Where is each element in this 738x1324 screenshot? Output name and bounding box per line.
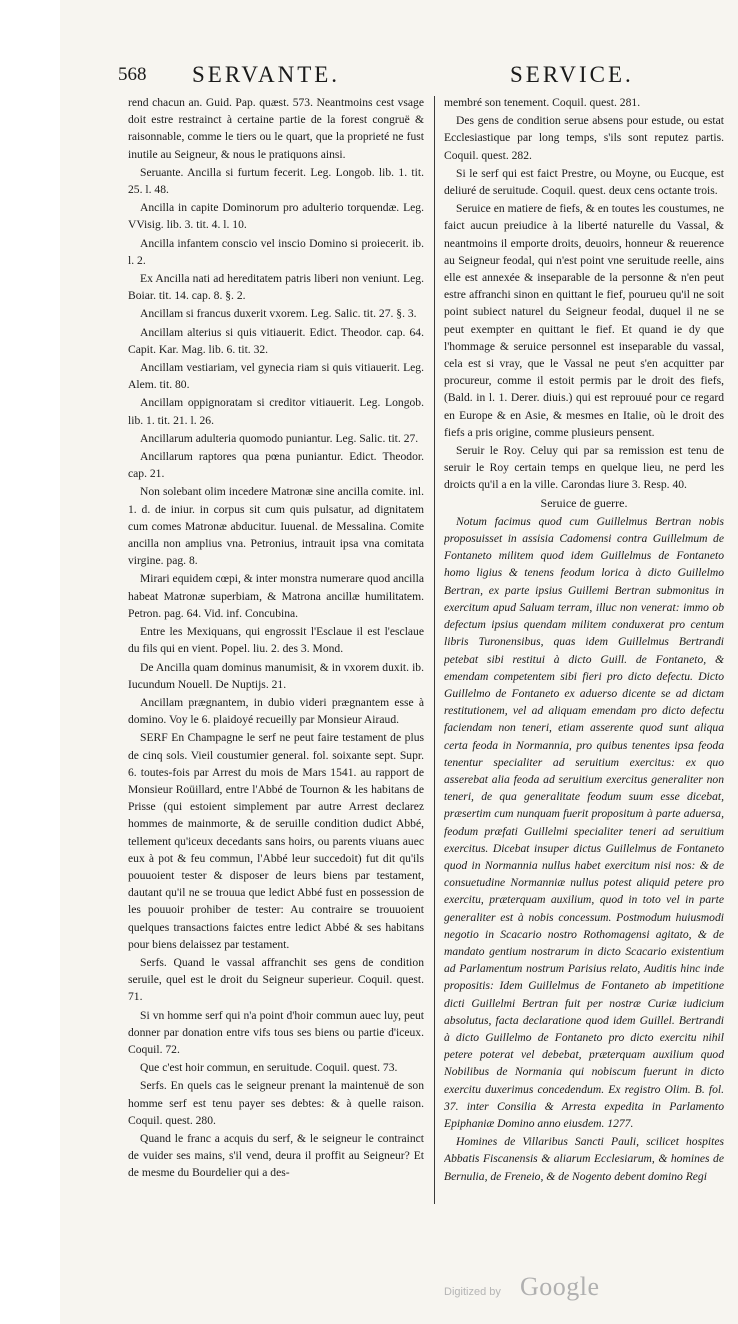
digitization-footer: [444, 1272, 644, 1312]
page-header: [118, 62, 718, 92]
paragraph: Si vn homme serf qui n'a point d'hoir commun auec luy, peut donner par donation entre vifs tous ses biens ou partie d'iceux. Coquil. 72.: [128, 1008, 424, 1056]
section-heading: Seruice de guerre.: [540, 495, 628, 510]
latin-passage: [444, 513, 724, 1185]
paragraph: Quand le franc a acquis du serf, & le seigneur le contrainct de vuider ses mains, s'il vend, deura il proffit au Seigneur? Et de mesme du Bourdelier qui a des-: [128, 1131, 424, 1180]
paragraph: Ancillam prægnantem, in dubio videri prægnantem esse à domino. Voy le 6. plaidoyé recueilly par Monsieur Airaud.: [128, 695, 424, 727]
paragraph: Des gens de condition serue absens pour estude, ou estat Ecclesiastique par long temps, s'ils sont reputez partis. Coquil. quest. 282.: [444, 114, 724, 162]
paragraph: Ancilla in capite Dominorum pro adulterio torquendæ. Leg. VVisig. lib. 3. tit. 4. l. 10.: [128, 201, 424, 232]
paragraph: Ancillam alterius si quis vitiauerit. Edict. Theodor. cap. 64. Capit. Kar. Mag. lib. 6. tit. 32.: [128, 325, 424, 356]
paragraph: Seruante. Ancilla si furtum fecerit. Leg. Longob. lib. 1. tit. 25. l. 48.: [128, 165, 424, 197]
paragraph: Entre les Mexiquans, qui engrossit l'Esclaue il est l'esclaue du fils qui en vient. Popel. liu. 2. des 3. Mond.: [128, 625, 424, 656]
paragraph: De Ancilla quam dominus manumisit, & in vxorem duxit. ib. Iucundum Nouell. De Nuptijs. 21.: [128, 660, 424, 691]
page-number: 568: [118, 64, 147, 85]
running-title-right: SERVICE.: [510, 62, 634, 87]
paragraph: membré son tenement. Coquil. quest. 281.: [444, 96, 641, 109]
paragraph: Que c'est hoir commun, en seruitude. Coquil. quest. 73.: [140, 1061, 398, 1075]
paragraph: Ancillam vestiariam, vel gynecia riam si quis vitiauerit. Leg. Alem. tit. 80.: [128, 361, 424, 392]
paragraph: Serfs. Quand le vassal affranchit ses gens de condition seruile, quel est le droit du Seigneur superieur. Coquil. quest. 71.: [128, 955, 424, 1004]
paragraph: Ancillam oppignoratam si creditor vitiauerit. Leg. Longob. lib. 1. tit. 21. l. 26.: [128, 396, 424, 427]
google-logo: Google: [520, 1272, 600, 1301]
paragraph: Ancillarum adulteria quomodo puniantur. Leg. Salic. tit. 27.: [140, 431, 419, 445]
paragraph: Mirari equidem cœpi, & inter monstra numerare quod ancilla habeat Matronæ superbiam, & Matrona ancillæ humilitatem. Petron. pag. 64. Vid. inf. Concubina.: [128, 572, 424, 620]
paragraph: rend chacun an. Guid. Pap. quæst. 573. Neantmoins cest vsage doit estre restrainct à certaine partie de la forest congruë & raisonnable, comme le tiers ou le quart, que la proprieté ne fust inutile au Seigneur, & nous le pratiquons ainsi.: [128, 96, 424, 161]
digitized-by-label: Digitized by: [444, 1286, 501, 1298]
left-column: [128, 94, 424, 1206]
paragraph: Ancillarum raptores qua pœna puniantur. Edict. Theodor. cap. 21.: [128, 450, 424, 481]
page-margin-white: [0, 0, 60, 1324]
column-divider: [434, 96, 435, 1204]
paragraph: SERF En Champagne le serf ne peut faire testament de plus de cinq sols. Vieil coustumier general. fol. soixante sept. Supr. 6. toutes-fois par Arrest du mois de Mars 1541. au rapport de Monsieur Roüillard, entre l'Abbé de Tournon & les habitans de Prisse (qui estoient simplement par autre Arrest declarez hommes de mainmorte, & de seruille condition dudict Abbé, tellement qu'iceux decedants sans hoirs, ou parents viuans auec eux à pot & feu commun, l'Abbé leur succedoit) fut dit qu'ils pouuoient tester & disposer de leurs biens par testament, dautant qu'il ne se trouua que ledict Abbé fust en possession de les pouuoir prohiber de tester: Au contraire se trouuoient quelques transactions faictes entre ledict Abbé & ses habitans pour biens delaissez par testament.: [128, 731, 424, 951]
paragraph: Seruice en matiere de fiefs, & en toutes les coustumes, ne faict aucun preiudice à la liberté naturelle du Vassal, & neantmoins il emporte droits, deuoirs, honneur & reuerence au Seigneur feodal, qui n'est point vne seruitude reelle, ains elle est annexée & inseparable de la personne & n'en peut estre affranchi sinon en quittant le fief, pourueu qu'il ne soit point subiect naturel du Seigneur feodal, duquel il ne se peut exempter en quittant le fief. Et quand ie dy que l'hommage & seruice personnel est inseparable du vassal, cela est si vray, que le Vassal ne peut s'en acquitter par procureur, comme il estoit permis par le droit des fiefs, (Bald. in l. 1. Derer. diuis.) qui est reprouué pour ce regard en Europe & en Asie, & mesmes en Italie, où le droit des fiefs a pris origine, comme plusieurs pensent.: [444, 202, 724, 439]
paragraph: Ex Ancilla nati ad hereditatem patris liberi non veniunt. Leg. Boiar. tit. 14. cap. 8. §. 2.: [128, 272, 424, 303]
paragraph: Serfs. En quels cas le seigneur prenant la maintenuë de son homme serf est tenu payer ses debtes: & à quelle raison. Coquil. quest. 280.: [128, 1079, 424, 1127]
paragraph: Non solebant olim incedere Matronæ sine ancilla comite. inl. 1. d. de iniur. in corpus sit cum quis pulsatur, ad dignitatem cum comes Matronæ abducitur. Iuuenal. de Messalina. Comite ancilla non amplius vna. Petronius, intrauit ipsa vna comitata virgine. pag. 8.: [128, 485, 424, 568]
paragraph: Ancillam si francus duxerit vxorem. Leg. Salic. tit. 27. §. 3.: [140, 307, 417, 321]
paragraph: Seruir le Roy. Celuy qui par sa remission est tenu de seruir le Roy certain temps en quelque lieu, ne perd les droicts qu'il a en la ville. Carondas liure 3. Resp. 40.: [444, 444, 724, 492]
paragraph: Si le serf qui est faict Prestre, ou Moyne, ou Eucque, est deliuré de seruitude. Coquil. quest. deux cens octante trois.: [444, 166, 724, 198]
paragraph: Ancilla infantem conscio vel inscio Domino si proiecerit. ib. l. 2.: [128, 236, 424, 267]
paragraph: Homines de Villaribus Sancti Pauli, scilicet hospites Abbatis Fiscanensis & aliarum Ecclesiarum, & homines de Bernulia, de Freneio, & de Nogento debent domino Regi: [444, 1135, 724, 1183]
paragraph: Notum facimus quod cum Guillelmus Bertran nobis proposuisset in assisia Cadomensi contra Guillelmum de Fontaneto militem quod idem Guillelmus de Fontaneto homo ligius & tenens feodum lorica à dicto Guillelmo Bertran, ex parte ipsius Guillemi Bertran submonitus in exercitum apud Saluam terram, illuc non venerat: immo ob defectum ipsius quendam militem conduxerat pro centum libris Turonensibus, quas idem Guillelmus Bertrandi petebat sibi restitui à dicto Guill. de Fontaneto, & emendam competentem sibi fieri pro dicto defectu. Dicto Guillelmo de Fontaneto ex aduerso dicente se ad dictam restitutionem, vel ad aliquam emendam pro dicto defectu faciendam non teneri, etiam asserente quod sunt aliqua certa feoda in Normannia, pro quibus tenentes ipsa feoda tenentur specialiter ad seruitium exercitus: ex quo asserebat alia feoda ad seruitium exercitus generaliter non teneri, de qua generalitate feodum suum esse dicebat, præsertim cum nunquam fuerit propositum à parte aduersa, feodum præfati Guillelmi specialiter teneri ad seruitium exercitus. Dicebat insuper dictus Guillelmus de Fontaneto quod in Normannia nullus habet exercitum nisi nos: & de consuetudine Normanniæ nullus potest aliquid petere pro exercitu, præterquam auxilium, quod in toto vel in parte generaliter est à nobis concessum. Postmodum huiusmodi negotio in Scacario nostro Rothomagensi agitato, & de mandato gentium nostrarum in dicto Scacario existentium ad Parlamentum nostrum Parisius relato, Auditis hinc inde propositis: Idem Guillelmus de Fontaneto ab impetitione dicti Guillelmi Bertran fuit per nostræ Curiæ iudicium absolutus, facta declaratione quod idem Guillel. Bertrandi à dicto Guillelmo de Fontaneto pro dicto exercitu nihil petere poterat vel debebat, præterquam auxilium quod Nobilibus de Normania qui nobiscum fuerunt in dicto exercitu duxerimus concedendum. Ex registro Olim. B. fol. 37. inter Consilia & Arresta expedita in Parlamento Epiphaniæ Domino anno eiusdem. 1277.: [444, 514, 724, 1130]
right-column: [444, 94, 724, 1206]
running-title-left: SERVANTE.: [192, 62, 341, 87]
